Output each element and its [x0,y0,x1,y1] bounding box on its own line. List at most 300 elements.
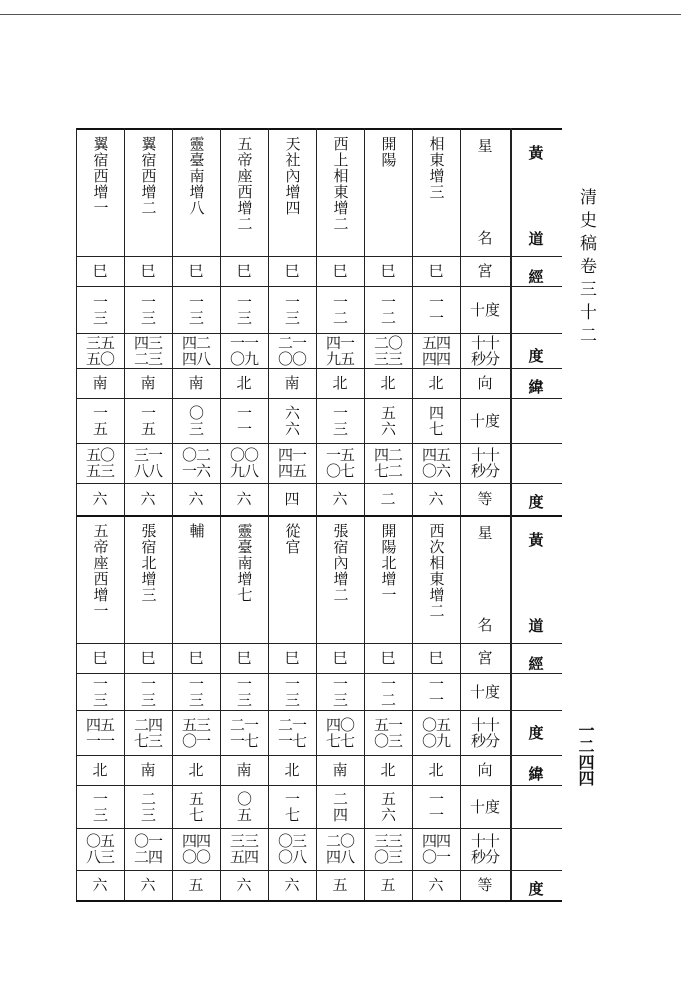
cell-deng [172,870,220,900]
cell-du [268,286,316,333]
cell-value-line: 五 [92,419,107,438]
cell-fen2 [268,828,316,870]
running-head: 清史稿卷三十二 [576,188,596,349]
cell-fen2 [220,828,268,870]
cell-value: 北 [380,374,396,392]
label-text: 向 [477,374,493,392]
cell-value-line: 三 [92,308,107,327]
cell-deng [316,870,364,900]
cell-value-line: 四〇 [325,715,354,734]
cell-value-line: 一 [428,292,443,311]
cell-value-line: 〇九 [421,731,450,750]
section-header-char: 黃 [528,530,544,549]
cell-value-line: 七二 [373,462,402,480]
cell-value-line: 三 [92,805,107,824]
cell-value-line: 五 [188,789,203,808]
cell-value-line: 四一 [325,333,354,352]
cell-fen2 [412,828,460,870]
cell-value-line: 一 [140,674,155,693]
label-text: 十度 [469,411,500,430]
cell-value: 五 [188,876,204,894]
top-border-line [0,14,681,15]
label-text: 秒分 [470,349,499,368]
cell-value: 二 [380,490,396,508]
cell-value: 六 [92,490,108,508]
cell-value-line: 一七 [229,731,258,750]
cell-du [364,673,412,710]
cell-value-line: 二 [332,308,347,327]
cell-value-line: 〇〇 [229,446,258,464]
cell-value-line: 一 [188,674,203,693]
cell-value: 南 [140,374,156,392]
cell-du [124,286,172,333]
row-label-gong [460,643,510,673]
cell-gong [364,256,412,286]
label-name-top: 星 [477,137,493,155]
cell-value-line: 七七 [325,731,354,750]
row-label-du [460,673,510,710]
cell-du2 [124,785,172,828]
cell-value-line: 三 [236,308,251,327]
cell-gong [412,256,460,286]
cell-value: 北 [188,761,204,779]
cell-value: 北 [380,761,396,779]
cell-value-line: 〇一 [133,832,162,850]
label-text: 等 [477,876,493,894]
star-name: 張宿北增三 [139,523,158,603]
cell-value-line: 四四 [421,832,450,850]
cell-deng [316,483,364,515]
cell-fen [364,710,412,755]
cell-du [76,286,124,333]
cell-du [268,673,316,710]
cell-name [364,515,412,651]
cell-fen2 [220,443,268,483]
cell-du2 [220,398,268,443]
row-label-du [460,286,510,333]
cell-value-line: 二〇 [373,333,402,352]
cell-value: 北 [236,374,252,392]
cell-name [124,128,172,264]
star-name: 從官 [283,523,302,555]
section-header-char: 道 [528,616,544,635]
cell-value-line: 八八 [133,462,162,480]
cell-fen [268,333,316,368]
cell-value-line: 三 [188,308,203,327]
cell-du2 [268,785,316,828]
cell-value: 六 [284,876,300,894]
cell-value-line: 二一 [277,333,306,352]
cell-value-line: 四八 [325,848,354,866]
cell-value-line: 三五 [85,333,114,352]
cell-value-line: 五 [380,403,395,422]
cell-value: 巳 [92,649,108,667]
cell-value-line: 一 [332,403,347,422]
cell-name [124,515,172,651]
row-label-xiang [460,755,510,785]
cell-value-line: 七三 [133,731,162,750]
cell-xiang [172,755,220,785]
cell-value-line: 八三 [85,848,114,866]
cell-xiang [124,368,172,398]
section-header-char: 度 [528,346,544,365]
cell-deng [412,483,460,515]
cell-fen [172,710,220,755]
cell-value-line: 〇 [236,789,251,808]
cell-value: 北 [428,761,444,779]
cell-value-line: 四二 [181,333,210,352]
cell-fen2 [124,828,172,870]
cell-xiang [76,368,124,398]
cell-value: 北 [428,374,444,392]
cell-fen [316,333,364,368]
star-name: 翼宿西增二 [139,136,158,216]
cell-du [172,286,220,333]
label-text: 十十 [470,333,499,352]
cell-xiang [220,755,268,785]
row-label-fen [460,710,510,755]
cell-name [220,515,268,651]
cell-value-line: 〇六 [421,462,450,480]
cell-du2 [172,398,220,443]
cell-value-line: 四八 [181,349,210,368]
cell-value-line: 一 [236,292,251,311]
cell-gong [316,256,364,286]
label-text: 等 [477,490,493,508]
cell-value-line: 一 [236,419,251,438]
cell-gong [316,643,364,673]
cell-value: 巳 [332,649,348,667]
label-text: 十度 [469,682,500,701]
cell-deng [124,483,172,515]
row-label-fen2 [460,828,510,870]
cell-fen [76,710,124,755]
cell-du [412,286,460,333]
cell-xiang [268,368,316,398]
cell-value-line: 五三 [181,715,210,734]
cell-name [268,515,316,651]
cell-value-line: 五四 [421,333,450,352]
cell-value-line: 一一 [229,333,258,352]
cell-du2 [316,785,364,828]
cell-value: 巳 [140,649,156,667]
cell-value-line: 二四 [133,848,162,866]
cell-value-line: 一 [140,403,155,422]
cell-deng [268,483,316,515]
cell-value-line: 〇九 [229,349,258,368]
star-name: 天社內增四 [283,136,302,216]
cell-gong [412,643,460,673]
cell-value-line: 四一 [277,446,306,464]
cell-gong [76,643,124,673]
cell-xiang [412,755,460,785]
cell-du2 [124,398,172,443]
cell-value-line: 二一 [229,715,258,734]
cell-value-line: 五四 [229,848,258,866]
cell-fen2 [76,443,124,483]
star-name: 開陽 [379,136,398,168]
cell-value: 六 [428,490,444,508]
cell-xiang [364,368,412,398]
cell-value-line: 一 [428,308,443,327]
cell-deng [220,483,268,515]
page-number: 一二四四 [576,722,595,786]
cell-value-line: 二三 [133,349,162,368]
label-name-bottom: 名 [477,229,493,247]
cell-name [268,128,316,264]
cell-value-line: 一 [428,674,443,693]
cell-du2 [412,785,460,828]
cell-name [220,128,268,264]
cell-du2 [76,785,124,828]
cell-value-line: 一 [140,292,155,311]
cell-du [364,286,412,333]
section-header-char: 緯 [528,377,544,396]
star-name: 五帝座西增一 [91,523,110,619]
cell-fen [124,333,172,368]
cell-value-line: 三三 [373,832,402,850]
cell-value-line: 七 [428,419,443,438]
label-text: 秒分 [470,462,499,480]
cell-value-line: 七 [188,805,203,824]
cell-name [172,128,220,264]
label-text: 十十 [470,715,499,734]
cell-value: 巳 [380,262,396,280]
cell-value: 北 [92,761,108,779]
cell-value-line: 〇〇 [277,349,306,368]
cell-value-line: 三 [284,308,299,327]
cell-value-line: 一 [188,292,203,311]
section-header-char: 黃 [528,143,544,162]
cell-gong [124,256,172,286]
label-text: 十十 [470,446,499,464]
cell-xiang [268,755,316,785]
cell-value-line: 二 [380,308,395,327]
star-name: 相東增三 [427,136,446,200]
cell-fen [124,710,172,755]
row-label-du2 [460,785,510,828]
cell-du2 [172,785,220,828]
cell-gong [172,643,220,673]
cell-value-line: 一 [284,292,299,311]
cell-value-line: 一 [332,674,347,693]
cell-value-line: 〇 [188,403,203,422]
cell-name [76,128,124,264]
cell-value-line: 三 [188,690,203,709]
cell-value-line: 〇三 [373,848,402,866]
cell-value-line: 一 [380,292,395,311]
cell-value-line: 二一 [277,715,306,734]
cell-value-line: 〇二 [181,446,210,464]
cell-value-line: 一 [332,292,347,311]
label-name-bottom: 名 [477,616,493,634]
cell-value-line: 一 [92,789,107,808]
cell-value: 南 [92,374,108,392]
cell-value-line: 六 [284,403,299,422]
section-header-char: 經 [528,654,544,673]
cell-fen [364,333,412,368]
cell-value-line: 二 [140,789,155,808]
cell-du [220,673,268,710]
cell-xiang [172,368,220,398]
cell-gong [220,256,268,286]
cell-deng [76,483,124,515]
cell-value: 四 [284,490,300,508]
cell-value: 北 [284,761,300,779]
cell-value: 南 [140,761,156,779]
cell-fen [220,710,268,755]
star-name: 五帝座西增二 [235,136,254,232]
section-header-char: 緯 [528,764,544,783]
cell-value-line: 一 [428,690,443,709]
cell-value-line: 九五 [325,349,354,368]
row-label-deng [460,870,510,900]
cell-value: 六 [92,876,108,894]
section-header-char: 道 [528,229,544,248]
cell-value-line: 一六 [181,462,210,480]
cell-value-line: 三 [332,419,347,438]
row-label-deng [460,483,510,515]
cell-value-line: 五三 [85,462,114,480]
cell-value-line: 五一 [373,715,402,734]
cell-fen2 [316,443,364,483]
star-name: 靈臺南增八 [187,136,206,216]
section-header-char: 經 [528,267,544,286]
cell-value-line: 一 [380,674,395,693]
star-name: 開陽北增一 [379,523,398,603]
cell-fen2 [412,443,460,483]
cell-du [412,673,460,710]
cell-value-line: 〇七 [325,462,354,480]
cell-du [316,286,364,333]
star-catalog-table [76,128,562,900]
cell-value-line: 一 [428,789,443,808]
cell-gong [124,643,172,673]
cell-value-line: 五〇 [85,446,114,464]
cell-value-line: 〇三 [277,832,306,850]
cell-name [172,515,220,651]
cell-name [316,128,364,264]
cell-du2 [220,785,268,828]
cell-deng [220,870,268,900]
cell-xiang [412,368,460,398]
cell-value-line: 二四 [133,715,162,734]
label-name-top: 星 [477,524,493,542]
cell-value-line: 五〇 [85,349,114,368]
star-name: 西上相東增二 [331,136,350,232]
cell-value: 六 [428,876,444,894]
label-text: 十度 [469,300,500,319]
star-name: 靈臺南增七 [235,523,254,603]
cell-value-line: 一 [284,674,299,693]
cell-xiang [316,755,364,785]
cell-fen [412,710,460,755]
cell-value-line: 一一 [85,731,114,750]
cell-gong [220,643,268,673]
cell-value-line: 四三 [133,333,162,352]
cell-du [316,673,364,710]
cell-xiang [76,755,124,785]
star-name: 翼宿西增一 [91,136,110,216]
cell-value: 巳 [428,262,444,280]
cell-value-line: 四四 [181,832,210,850]
cell-deng [124,870,172,900]
row-label-du2 [460,398,510,443]
cell-fen2 [172,443,220,483]
table-rule [76,900,562,902]
cell-deng [364,870,412,900]
cell-du2 [364,398,412,443]
cell-name [316,515,364,651]
cell-value: 南 [284,374,300,392]
cell-fen [268,710,316,755]
cell-fen2 [124,443,172,483]
cell-gong [268,643,316,673]
cell-value: 巳 [188,262,204,280]
cell-value: 巳 [236,262,252,280]
cell-value-line: 一 [284,789,299,808]
cell-gong [268,256,316,286]
cell-value-line: 六 [284,419,299,438]
cell-value: 巳 [380,649,396,667]
cell-value-line: 〇五 [85,832,114,850]
cell-fen [316,710,364,755]
star-name: 西次相東增二 [427,523,446,619]
cell-du [124,673,172,710]
cell-value-line: 一 [92,292,107,311]
cell-value: 南 [188,374,204,392]
cell-value-line: 一 [236,403,251,422]
cell-value-line: 五 [140,419,155,438]
cell-value-line: 五 [236,805,251,824]
cell-du2 [268,398,316,443]
cell-value-line: 四 [428,403,443,422]
cell-value: 巳 [92,262,108,280]
cell-value-line: 三 [140,805,155,824]
cell-value: 巳 [284,649,300,667]
cell-value-line: 三 [92,690,107,709]
cell-value-line: 〇八 [277,848,306,866]
label-text: 秒分 [470,848,499,866]
cell-value-line: 一五 [325,446,354,464]
cell-value-line: 二 [380,690,395,709]
section-header-char: 度 [528,723,544,742]
cell-fen2 [172,828,220,870]
cell-fen [412,333,460,368]
row-label-fen [460,333,510,368]
cell-value-line: 四五 [277,462,306,480]
cell-value: 巳 [188,649,204,667]
cell-value: 六 [188,490,204,508]
label-text: 宮 [477,649,493,667]
cell-value-line: 二 [332,789,347,808]
cell-value-line: 一 [92,403,107,422]
cell-value: 巳 [428,649,444,667]
cell-value: 巳 [140,262,156,280]
cell-value-line: 五 [380,789,395,808]
row-label-fen2 [460,443,510,483]
cell-value-line: 三一 [133,446,162,464]
cell-value-line: 〇一 [421,848,450,866]
cell-gong [364,643,412,673]
cell-gong [76,256,124,286]
cell-du2 [76,398,124,443]
cell-fen [172,333,220,368]
cell-name [412,515,460,651]
cell-fen2 [316,828,364,870]
cell-du [76,673,124,710]
cell-value: 北 [332,374,348,392]
